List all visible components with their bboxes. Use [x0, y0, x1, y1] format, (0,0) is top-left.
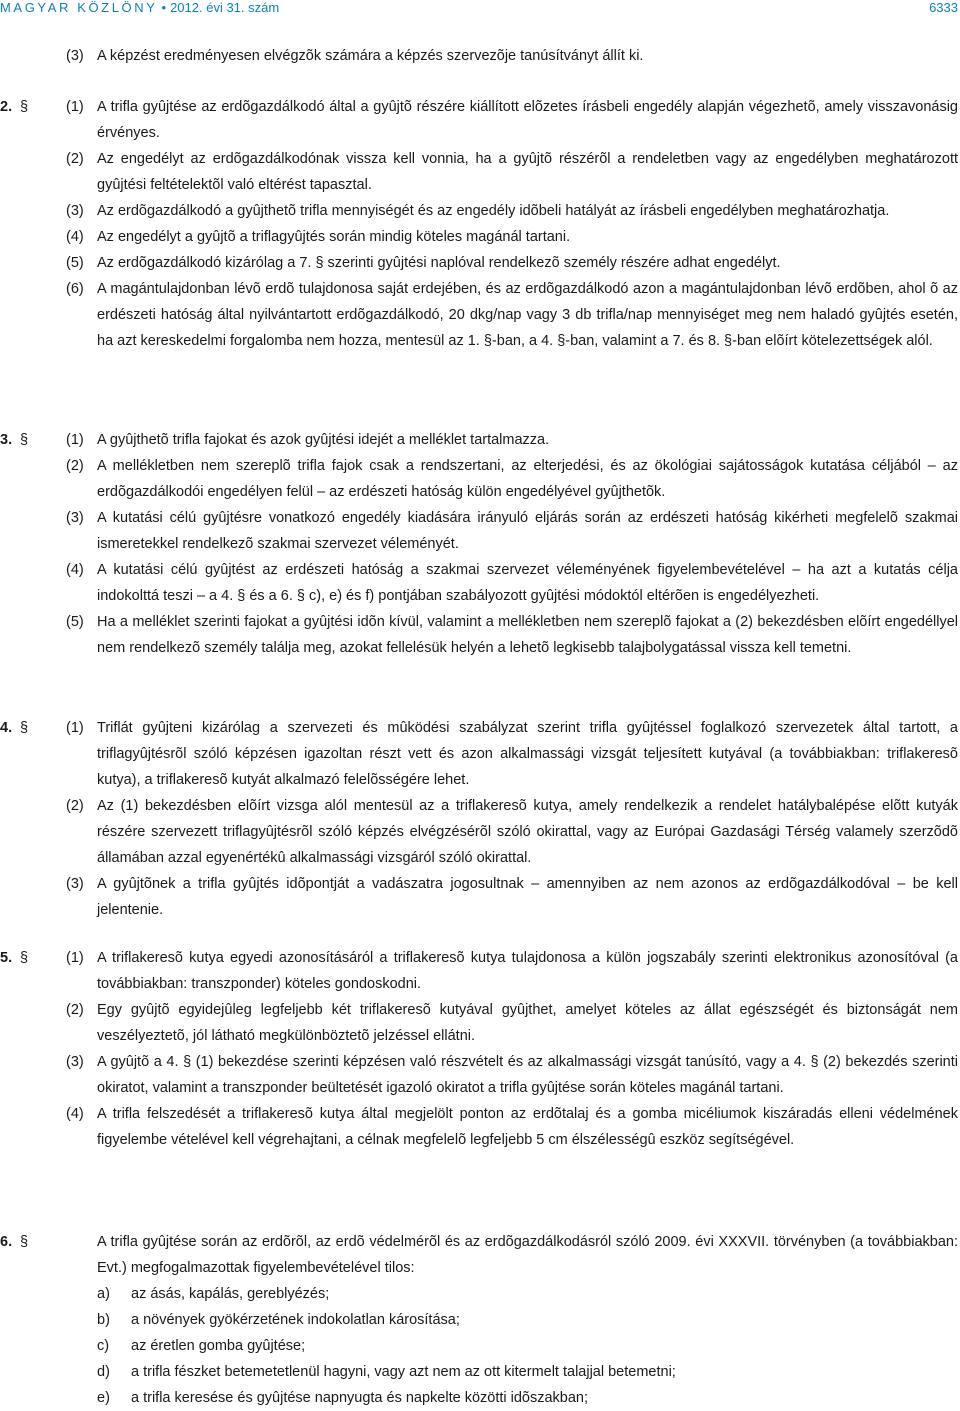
paragraph-text: Az erdõgazdálkodó a gyûjthetõ trifla mennyiségét és az engedély idõbeli hatályát az írásbeli engedélyben meghatározhatja. [97, 203, 890, 219]
paragraph-number: (3) [66, 203, 84, 219]
section-symbol: § [20, 432, 29, 448]
paragraph-number: (1) [66, 432, 84, 448]
paragraph-text: Az engedélyt az erdõgazdálkodónak vissza kell vonnia, ha a gyûjtõ részérõl a rendeletben vagy az engedélyben meghatározott gyûjtési feltételektõl való eltérést tapasztal. [97, 151, 958, 193]
paragraph [0, 250, 960, 276]
paragraph [0, 146, 960, 198]
paragraph-text: A trifla felszedését a triflakeresõ kutya által megjelölt ponton az erdõtalaj és a gomba micéliumok kiszáradás elleni védelmének figyelembe vételével kell végrehajtani, a célnak megfelelõ legfeljebb 5 cm élszélességû eszköz segítségével. [97, 1106, 958, 1148]
section-symbol: § [20, 1234, 29, 1250]
list-item-label: c) [97, 1338, 110, 1354]
list-item [0, 1359, 960, 1385]
section-4 [0, 715, 960, 923]
paragraph-text: A gyûjtõnek a trifla gyûjtés idõpontját a vadászatra jogosultnak – amennyiben az nem azonos az erdõgazdálkodóval – be kell jelentenie. [97, 876, 958, 918]
paragraph-text: A mellékletben nem szereplõ trifla fajok csak a rendszertani, az elterjedési, és az ökológiai sajátosságok kutatása céljából – az erdõgazdálkodói engedélyen felül – az erdészeti hatóság külön engedélyével gyûjthetõk. [97, 458, 958, 500]
paragraph-number: (4) [66, 562, 84, 578]
paragraph-text: Az engedélyt a gyûjtõ a triflagyûjtés során mindig köteles magánál tartani. [97, 229, 571, 245]
section-3 [0, 427, 960, 661]
paragraph [0, 505, 960, 557]
paragraph-number: (2) [66, 1002, 84, 1018]
paragraph-text: A képzést eredményesen elvégzõk számára a képzés szervezõje tanúsítványt állít ki. [97, 48, 644, 64]
paragraph-number: (1) [66, 99, 84, 115]
paragraph-number: (2) [66, 151, 84, 167]
list-item-text: a trifla fészket betemetetlenül hagyni, vagy azt nem az ott kitermelt talajjal betemetni; [131, 1364, 676, 1380]
list-item-label: d) [97, 1364, 110, 1380]
page-header [0, 0, 960, 18]
paragraph [0, 1049, 960, 1101]
section-6 [0, 1229, 960, 1411]
page-number: 6333 [929, 0, 958, 15]
list-item-text: a trifla keresése és gyûjtése napnyugta és napkelte közötti idõszakban; [131, 1390, 589, 1406]
list-item-text: a növények gyökérzetének indokolatlan károsítása; [131, 1312, 460, 1328]
paragraph [0, 276, 960, 354]
paragraph-number: (6) [66, 281, 84, 297]
section-symbol: § [20, 950, 29, 966]
paragraph [0, 453, 960, 505]
paragraph-text: A trifla gyûjtése során az erdõrõl, az erdõ védelmérõl és az erdõgazdálkodásról szóló 2009. évi XXXVII. törvényben (a továbbiakban: Evt.) megfogalmazottak figyelembevételével tilos: [97, 1234, 958, 1276]
list-item-label: e) [97, 1390, 110, 1406]
paragraph-text: A magántulajdonban lévõ erdõ tulajdonosa saját erdejében, és az erdõgazdálkodó azon a magántulajdonban lévõ erdõben, ahol õ az erdészeti hatóság által nyilvántartott erdõgazdálkodó, 20 dkg/nap vagy 3 db trifla/nap mennyiséget meg nem haladó gyûjtés esetén, ha azt kereskedelmi forgalomba nem hozza, mentesül az 1. §-ban, a 4. §-ban, valamint a 7. és 8. §-ban elõírt kötelezettségek alól. [97, 281, 958, 349]
paragraph-text: A gyûjthetõ trifla fajokat és azok gyûjtési idejét a melléklet tartalmazza. [97, 432, 550, 448]
paragraph-text: Az erdõgazdálkodó kizárólag a 7. § szerinti gyûjtési naplóval rendelkezõ személy részére adhat engedélyt. [97, 255, 781, 271]
paragraph [0, 945, 960, 997]
paragraph-text: A triflakeresõ kutya egyedi azonosításáról a triflakeresõ kutya tulajdonosa a külön jogszabály szerinti elektronikus azonosítóval (a továbbiakban: transzponder) köteles gondoskodni. [97, 950, 958, 992]
paragraph [0, 997, 960, 1049]
list-item-text: az ásás, kapálás, gereblyézés; [131, 1286, 330, 1302]
list-item [0, 1333, 960, 1359]
paragraph [0, 793, 960, 871]
list-item-label: b) [97, 1312, 110, 1328]
paragraph [0, 609, 960, 661]
paragraph [0, 715, 960, 793]
section-symbol: § [20, 720, 29, 736]
paragraph-text: Ha a melléklet szerinti fajokat a gyûjtési idõn kívül, valamint a mellékletben nem szereplõ fajokat a (2) bekezdésben elõírt engedéllyel nem rendelkezõ személy találja meg, azokat fellelésük helyén a lehetõ legkisebb talajbolygatással vissza kell temetni. [97, 614, 958, 656]
paragraph [0, 871, 960, 923]
paragraph-number: (4) [66, 229, 84, 245]
paragraph [0, 198, 960, 224]
paragraph [0, 224, 960, 250]
paragraph-number: (3) [66, 48, 84, 64]
paragraph-number: (3) [66, 876, 84, 892]
paragraph-text: Az (1) bekezdésben elõírt vizsga alól mentesül az a triflakeresõ kutya, amely rendelkezik a rendelet hatálybalépése elõtt kutyák részére szervezett triflagyûjtésrõl szóló képzés elvégzésérõl szóló okirattal, vagy az Európai Gazdasági Térség valamely szerzõdõ államában azzal egyenértékû alkalmassági vizsgáról szóló okirattal. [97, 798, 958, 866]
section-number: 6. [0, 1234, 13, 1250]
paragraph-text: A kutatási célú gyûjtést az erdészeti hatóság a szakmai szervezet véleményének figyelembevételével – ha azt a kutatás célja indokolttá teszi – a 4. § és a 6. § c), e) és f) pontjában szabályozott gyûjtési módoktól eltérõen is engedélyezheti. [97, 562, 958, 604]
paragraph-text: A kutatási célú gyûjtésre vonatkozó engedély kiadására irányuló eljárás során az erdészeti hatóság kikérheti megfelelõ szakmai ismeretekkel rendelkezõ szakmai szervezet véleményét. [97, 510, 958, 552]
paragraph-text: Triflát gyûjteni kizárólag a szervezeti és mûködési szabályzat szerint trifla gyûjtéssel foglalkozó szervezetek által tartott, a triflagyûjtésrõl szóló képzésen igazoltan részt vett és azon alkalmassági vizsgát teljesített kutyával (a továbbiakban: triflakeresõ kutya), a triflakeresõ kutyát alkalmazó felelõsségére lehet. [97, 720, 958, 788]
paragraph [0, 557, 960, 609]
section-2 [0, 94, 960, 354]
section-number: 5. [0, 950, 13, 966]
issue-label: 2012. évi 31. szám [170, 0, 280, 15]
intro-paragraph [0, 43, 960, 69]
paragraph-number: (5) [66, 614, 84, 630]
journal-title: MAGYAR KÖZLÖNY [0, 0, 158, 15]
paragraph-number: (3) [66, 510, 84, 526]
paragraph-text: Egy gyûjtõ egyidejûleg legfeljebb két triflakeresõ kutyával gyûjthet, amelyet köteles az állat egészségét és biztonságát nem veszélyeztetõ, jól látható megkülönböztetõ jelzéssel ellátni. [97, 1002, 958, 1044]
paragraph [0, 1229, 960, 1281]
paragraph [0, 94, 960, 146]
list-item-label: a) [97, 1286, 110, 1302]
paragraph-number: (1) [66, 950, 84, 966]
paragraph [0, 427, 960, 453]
paragraph-text: A gyûjtõ a 4. § (1) bekezdése szerinti képzésen való részvételt és az alkalmassági vizsgát tanúsító, vagy a 4. § (2) bekezdés szerinti okiratot, valamint a transzponder beültetését igazoló okiratot a trifla gyûjtése során köteles magánál tartani. [97, 1054, 958, 1096]
list-item [0, 1385, 960, 1411]
paragraph-text: A trifla gyûjtése az erdõgazdálkodó által a gyûjtõ részére kiállított elõzetes írásbeli engedély alapján végezhetõ, amely visszavonásig érvényes. [97, 99, 958, 141]
section-number: 4. [0, 720, 13, 736]
paragraph-number: (3) [66, 1054, 84, 1070]
paragraph-number: (4) [66, 1106, 84, 1122]
section-number: 2. [0, 99, 13, 115]
paragraph-number: (2) [66, 798, 84, 814]
list-item-text: az éretlen gomba gyûjtése; [131, 1338, 306, 1354]
section-number: 3. [0, 432, 13, 448]
paragraph [0, 1101, 960, 1153]
header-bullet: • [161, 0, 167, 15]
paragraph-number: (5) [66, 255, 84, 271]
paragraph-number: (2) [66, 458, 84, 474]
list-item [0, 1281, 960, 1307]
journal-header [0, 0, 279, 15]
section-symbol: § [20, 99, 29, 115]
list-item [0, 1307, 960, 1333]
paragraph-number: (1) [66, 720, 84, 736]
section-5 [0, 945, 960, 1153]
